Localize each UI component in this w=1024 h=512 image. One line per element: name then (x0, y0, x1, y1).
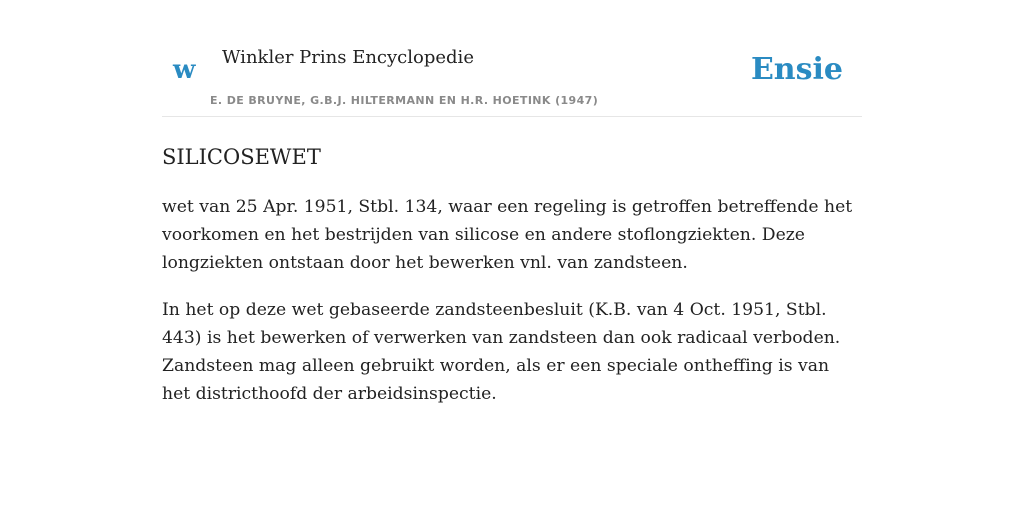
article-body (162, 193, 862, 408)
page (162, 0, 862, 427)
article-title: SILICOSEWET (162, 145, 321, 169)
paragraph: In het op deze wet gebaseerde zandsteenbesluit (K.B. van 4 Oct. 1951, Stbl. 443) is het bewerken of verwerken van zandsteen dan ook radicaal verboden. Zandsteen mag alleen gebruikt worden, als er een speciale ontheffing is van het districthoofd der arbeidsinspectie. (162, 300, 841, 404)
brand-logo-link[interactable]: Ensie (750, 52, 843, 87)
authors-line: E. DE BRUYNE, G.B.J. HILTERMANN EN H.R. HOETINK (1947) (210, 94, 599, 107)
paragraph: wet van 25 Apr. 1951, Stbl. 134, waar een regeling is getroffen betreffende het voorkomen en het bestrijden van silicose en andere stoflongziekten. Deze longziekten ontstaan door het bewerken vnl. van zandsteen. (162, 197, 853, 273)
publication-logo[interactable]: w (173, 55, 196, 85)
header (162, 0, 862, 117)
publication-title[interactable]: Winkler Prins Encyclopedie (222, 47, 474, 68)
